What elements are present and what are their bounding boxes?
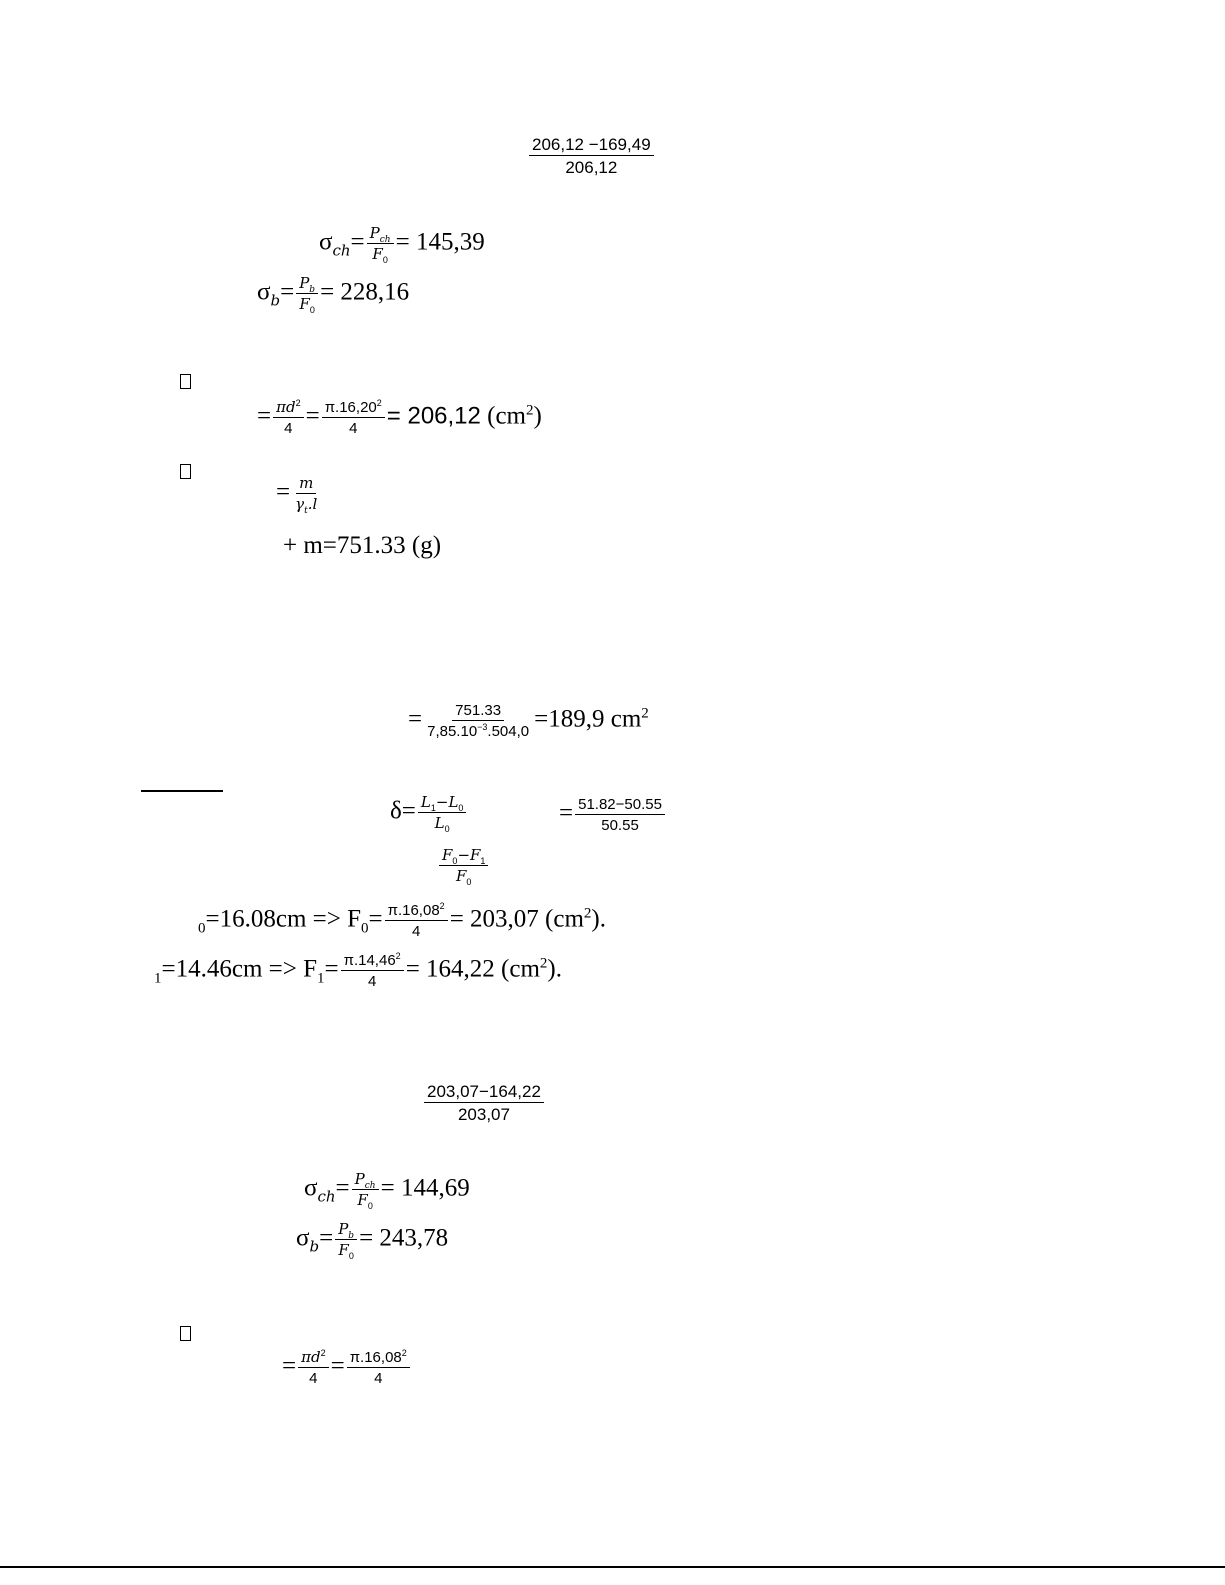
reduction-fraction-1: [527, 136, 656, 176]
bullet-box: [180, 1326, 191, 1341]
reduction-fraction-2: [422, 1083, 546, 1123]
bullet-box: [180, 464, 191, 479]
sigma-ch-formula-1: $\sigma_{ch}=$ $\frac{P_{ch}}{F_0}$ = 145,39: [319, 224, 485, 265]
d1-area-line: $_1=14.46cm => F_1=$ $\frac{\pi.14,46^2}{4}$ = 164,22 $(cm^2)$.: [154, 951, 562, 990]
sigma-b-result: = 243,78: [359, 1224, 449, 1252]
sigma-ch-result: = 144,69: [380, 1174, 470, 1202]
area-result: = 206,12: [386, 402, 481, 430]
fraction-denominator: 206,12: [565, 158, 618, 177]
d0-area-line: $_0=16.08cm => F_0=$ $\frac{\pi.16,08^2}{4}$ = 203,07 $(cm^2)$.: [198, 901, 606, 940]
area-formula-2: = $\frac{\pi d^2}{4}$ = $\frac{\pi.16,08^2}{4}$: [282, 1350, 412, 1386]
sigma-b-result: = 228,16: [320, 278, 410, 306]
area-from-mass-formula: = $\frac{751.33}{7,85.10^{-3}.504,0}$ =189,9 $cm^2$: [408, 702, 649, 740]
sigma-b-formula-1: $\sigma_b=$ $\frac{P_b}{F_0}$ = 228,16: [257, 274, 410, 315]
elongation-formula: δ= $\frac{L_1-L_0}{L_0}$: [390, 795, 468, 831]
bullet-box: [180, 374, 191, 389]
area-formula-1: = $\frac{\pi d^2}{4}$ = $\frac{\pi.16,20^2}{4}$ = 206,12 $(cm^2)$: [257, 398, 542, 437]
sigma-ch-formula-2: $\sigma_{ch}=$ $\frac{P_{ch}}{F_0}$ = 144,69: [304, 1170, 470, 1211]
reduction-area-fraction: $\frac{F_0-F_1}{F_0}$: [437, 848, 490, 884]
page-bottom-rule: [0, 1566, 1225, 1568]
fraction-numerator: 206,12 −169,49: [529, 136, 654, 156]
sigma-b-formula-2: $\sigma_b=$ $\frac{P_b}{F_0}$ = 243,78: [296, 1220, 449, 1261]
elongation-values: = $\frac{51.82-50.55}{50.55}$: [559, 797, 667, 833]
section-underline: [141, 790, 223, 792]
fraction-numerator: 203,07−164,22: [424, 1083, 544, 1103]
sigma-ch-result: = 145,39: [395, 228, 485, 256]
mass-area-formula: = $\frac{m}{\gamma_t.l}$: [276, 474, 318, 516]
fraction-denominator: 203,07: [457, 1105, 510, 1124]
mass-value: + m=751.33 (g): [283, 532, 442, 559]
